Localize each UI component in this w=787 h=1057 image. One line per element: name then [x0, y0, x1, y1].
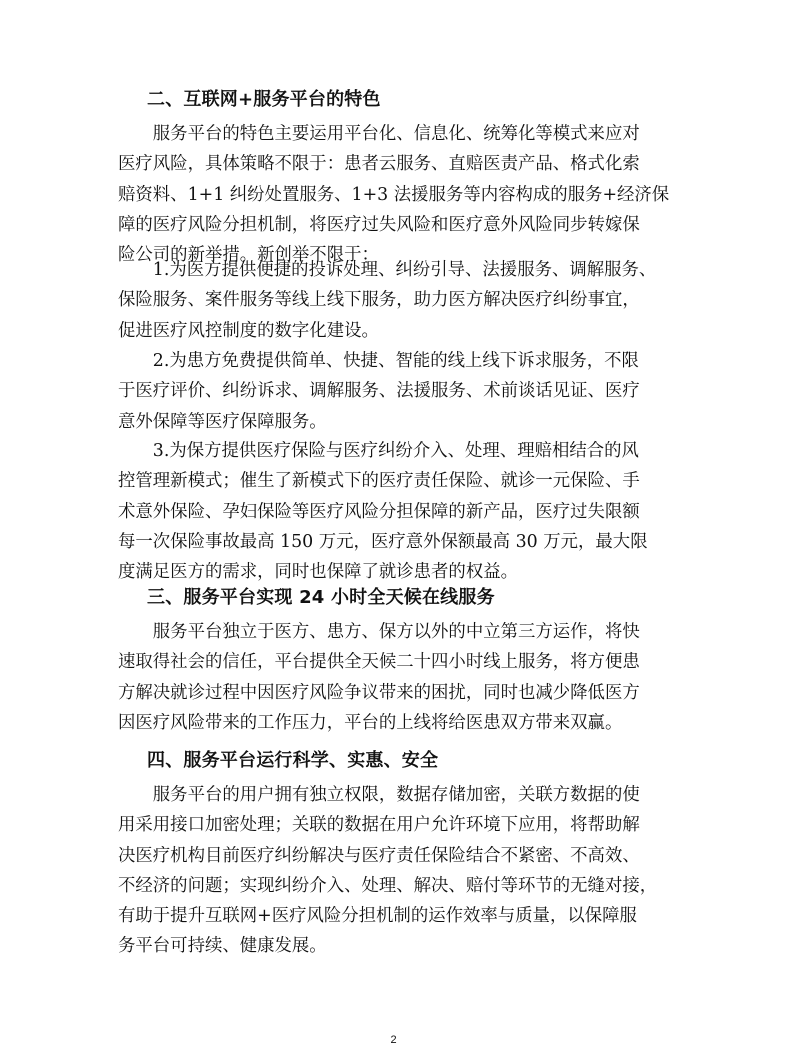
paragraph-features-item-1: 1.为医方提供便捷的投诉处理、纠纷引导、法援服务、调解服务、 保险服务、案件服务等线上线下服务，助力医方解决医疗纠纷事宜， 促进医疗风控制度的数字化建设。 [118, 260, 657, 341]
section-heading-24h-service: 三、服务平台实现 24 小时全天候在线服务 [147, 587, 495, 608]
section-heading-operation: 四、服务平台运行科学、实惠、安全 [147, 750, 439, 771]
page-number: 2 [390, 1034, 397, 1046]
paragraph-operation: 服务平台的用户拥有独立权限，数据存储加密，关联方数据的使 用采用接口加密处理；关联的数据在用户允许环境下应用，将帮助解 决医疗机构目前医疗纠纷解决与医疗责任保险结合不紧密、不高效、 不经济的问题；实现纠纷介入、处理、解决、赔付等环节的无缝对接， 有助于提升互联网+医疗风险分担机制的运作效率与质量，以保障服 务平台可持续、健康发展。 [118, 785, 658, 957]
paragraph-features-item-3: 3.为保方提供医疗保险与医疗纠纷介入、处理、理赔相结合的风 控管理新模式；催生了新模式下的医疗责任保险、就诊一元保险、手 术意外保险、孕妇保险等医疗风险分担保障的新产品，医疗过失限额 每一次保险事故最高 150 万元，医疗意外保额最高 30 万元，最大限 度满足医方的需求，同时也保障了就诊患者的权益。 [118, 441, 648, 583]
section-heading-features: 二、互联网+服务平台的特色 [147, 89, 381, 110]
paragraph-features-item-2: 2.为患方免费提供简单、快捷、智能的线上线下诉求服务，不限 于医疗评价、纠纷诉求、调解服务、法援服务、术前谈话见证、医疗 意外保障等医疗保障服务。 [118, 351, 640, 432]
paragraph-features-intro: 服务平台的特色主要运用平台化、信息化、统筹化等模式来应对 医疗风险，具体策略不限于：患者云服务、直赔医责产品、格式化索 赔资料、1+1 纠纷处置服务、1+3 法援服务等内容构成的服务+经济保 障的医疗风险分担机制，将医疗过失风险和医疗意外风险同步转嫁保 险公司的新举措。新创举不限于： [118, 124, 670, 266]
paragraph-24h-service: 服务平台独立于医方、患方、保方以外的中立第三方运作，将快 速取得社会的信任，平台提供全天候二十四小时线上服务，将方便患 方解决就诊过程中因医疗风险争议带来的困扰，同时也减少降低医方 因医疗风险带来的工作压力，平台的上线将给医患双方带来双赢。 [118, 622, 640, 733]
